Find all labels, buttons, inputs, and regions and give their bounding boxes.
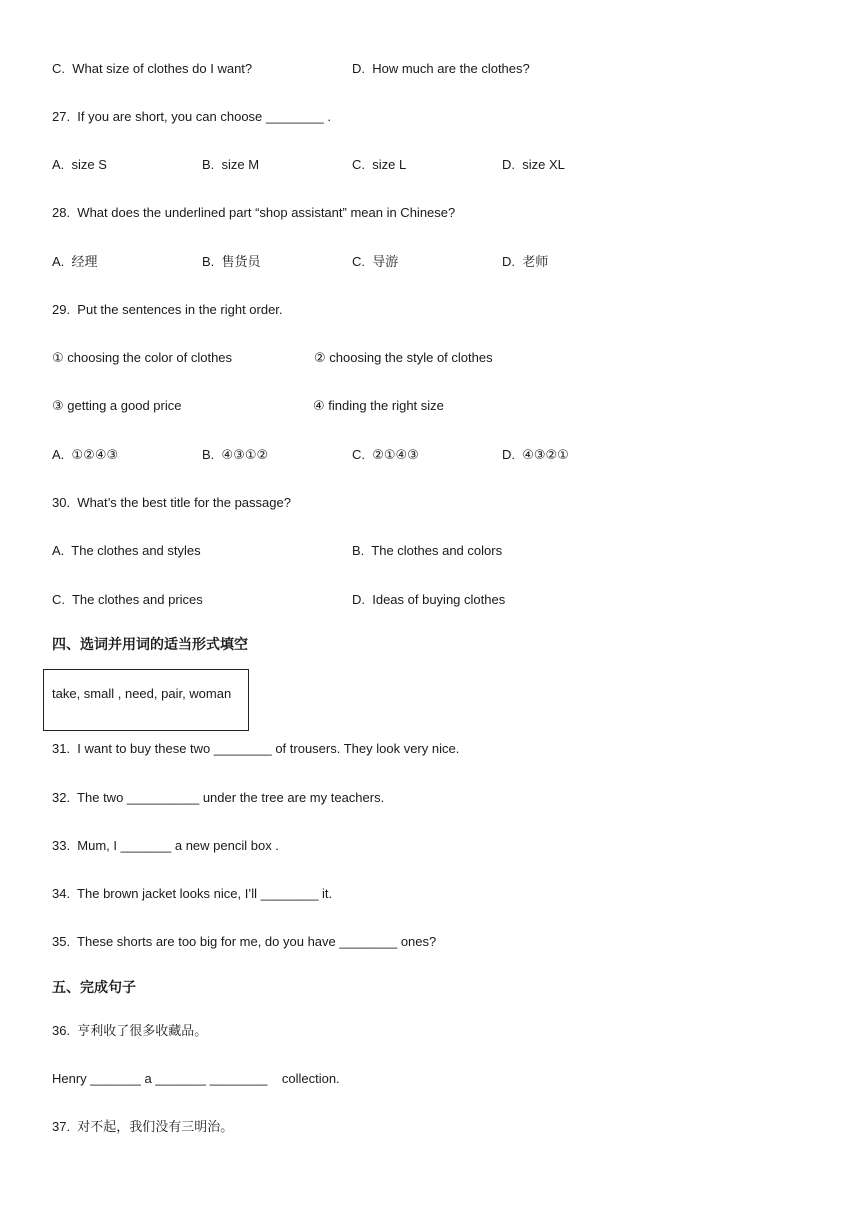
q31: 31. I want to buy these two ________ of trousers. They look very nice. (52, 741, 460, 756)
q29-option-b: B. ④③①② (202, 447, 269, 462)
section-5-title: 五、完成句子 (52, 979, 136, 995)
q29-sentence-1: ① choosing the color of clothes (52, 350, 233, 365)
q30-stem: 30. What’s the best title for the passage? (52, 495, 291, 510)
q33: 33. Mum, I _______ a new pencil box . (52, 838, 279, 853)
q30-option-b: B. The clothes and colors (352, 543, 503, 558)
q36-chinese: 36. 亨利收了很多收藏品。 (52, 1023, 208, 1038)
q28-stem: 28. What does the underlined part “shop assistant” mean in Chinese? (52, 205, 456, 220)
q28-option-b: B. 售货员 (202, 254, 261, 269)
q32: 32. The two __________ under the tree are my teachers. (52, 790, 385, 805)
q26-option-d: D. How much are the clothes? (352, 61, 530, 76)
q26-option-c: C. What size of clothes do I want? (52, 61, 253, 76)
q27-stem: 27. If you are short, you can choose ________ . (52, 109, 331, 124)
q30-option-c: C. The clothes and prices (52, 592, 203, 607)
q29-sentence-2: ② choosing the style of clothes (314, 350, 493, 365)
q28-option-c: C. 导游 (352, 254, 399, 269)
q30-option-a: A. The clothes and styles (52, 543, 201, 558)
q29-stem: 29. Put the sentences in the right order. (52, 302, 283, 317)
q27-option-a: A. size S (52, 157, 107, 172)
q28-option-d: D. 老师 (502, 254, 549, 269)
q35: 35. These shorts are too big for me, do you have ________ ones? (52, 934, 437, 949)
q30-option-d: D. Ideas of buying clothes (352, 592, 506, 607)
word-bank-box (43, 669, 249, 731)
q29-option-c: C. ②①④③ (352, 447, 419, 462)
q27-option-c: C. size L (352, 157, 407, 172)
q36-english: Henry _______ a _______ ________ collection. (52, 1071, 340, 1086)
q34: 34. The brown jacket looks nice, I’ll ________ it. (52, 886, 333, 901)
q27-option-d: D. size XL (502, 157, 565, 172)
word-bank: take, small , need, pair, woman (52, 686, 232, 701)
section-4-title: 四、选词并用词的适当形式填空 (52, 636, 248, 652)
q28-option-a: A. 经理 (52, 254, 98, 269)
q29-sentence-3: ③ getting a good price (52, 398, 182, 413)
q29-sentence-4: ④ finding the right size (313, 398, 444, 413)
q37-chinese: 37. 对不起，我们没有三明治。 (52, 1119, 234, 1134)
q29-option-a: A. ①②④③ (52, 447, 119, 462)
q29-option-d: D. ④③②① (502, 447, 569, 462)
q27-option-b: B. size M (202, 157, 260, 172)
